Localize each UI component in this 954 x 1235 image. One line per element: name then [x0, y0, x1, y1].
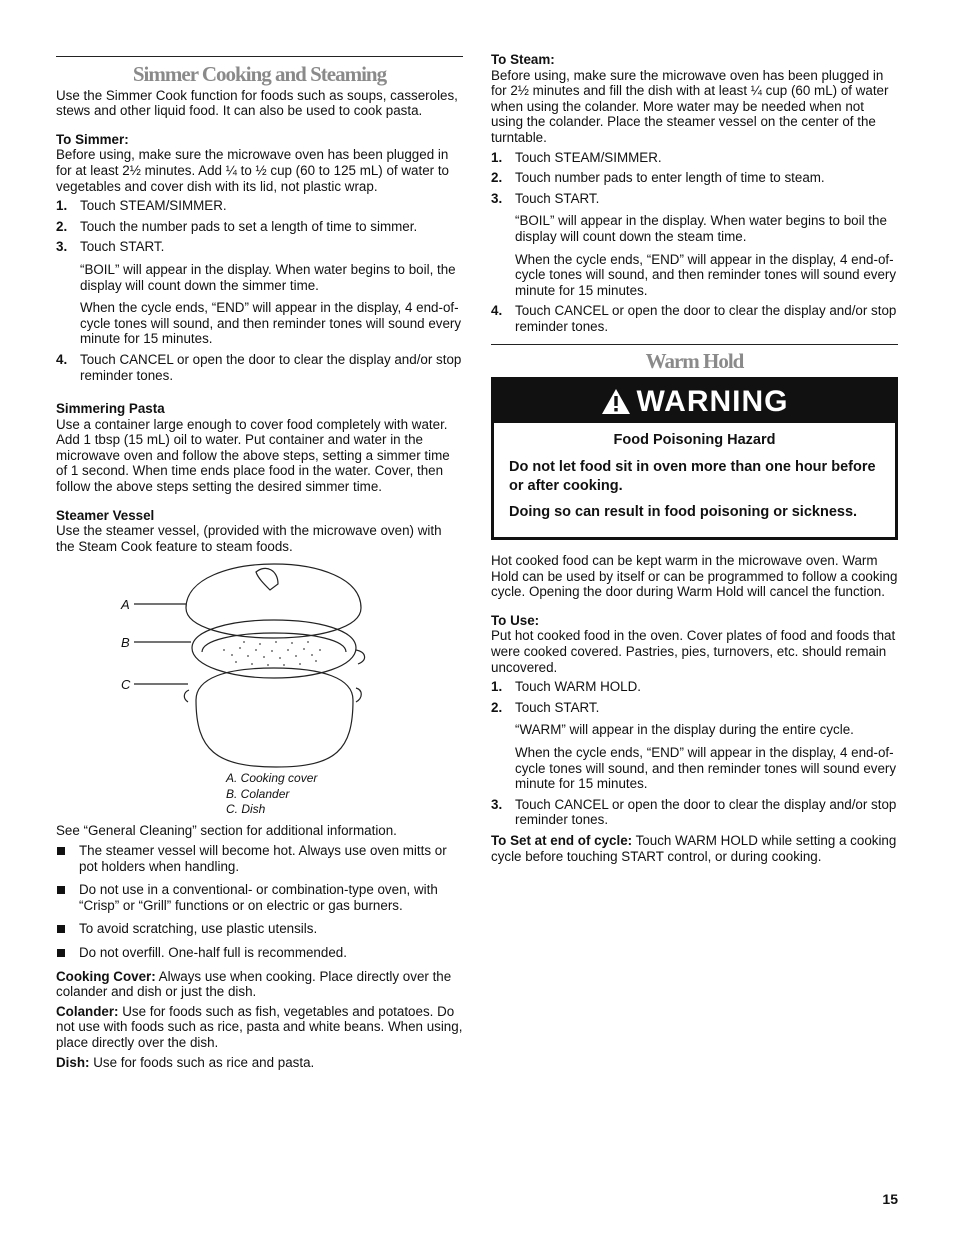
step-text: Touch STEAM/SIMMER.	[80, 198, 227, 214]
warning-title: WARNING	[636, 384, 789, 418]
warm-hold-text: Hot cooked food can be kept warm in the microwave oven. Warm Hold can be used by itself or can be programmed to follow a cooking cycle. Opening the door during Warm Hold will cancel the function.	[491, 553, 898, 600]
step-item	[491, 679, 898, 695]
warm-hold-steps	[491, 679, 898, 828]
section-divider	[491, 344, 898, 345]
dish-label: Dish:	[56, 1054, 90, 1070]
step-text: Touch START.	[515, 190, 600, 206]
to-simmer-heading: To Simmer:	[56, 131, 129, 147]
left-column	[56, 56, 463, 1070]
to-steam-text: Before using, make sure the microwave oven has been plugged in for 2½ minutes and fill the dish with at least ¼ cup (60 mL) of water when using the colander. More water may be needed when not using the colander. Place the steamer vessel on the center of the turntable.	[491, 67, 889, 145]
dish-note	[56, 1055, 463, 1071]
end-cycle-label: To Set at end of cycle:	[491, 833, 633, 848]
bullet-square-icon	[57, 949, 65, 957]
step-item	[491, 303, 898, 334]
step-item	[491, 150, 898, 166]
legend-colander: B. Colander	[226, 786, 290, 801]
steamer-text: Use the steamer vessel, (provided with the microwave oven) with the Steam Cook feature to steam foods.	[56, 523, 442, 554]
end-cycle-text: Touch WARM HOLD while setting a cooking cycle before touching START control, or during cooking.	[491, 833, 897, 864]
section-divider	[56, 56, 463, 57]
step-detail: When the cycle ends, “END” will appear in the display, 4 end-of-cycle tones will sound, and then reminder tones will sound every minute for 15 minutes.	[80, 300, 462, 347]
step-number: 1.	[491, 679, 503, 695]
step-text: Touch CANCEL or open the door to clear the display and/or stop reminder tones.	[80, 351, 462, 383]
step-number: 1.	[491, 149, 503, 165]
step-number: 3.	[491, 190, 503, 206]
step-number: 4.	[491, 303, 503, 319]
step-number: 3.	[491, 796, 503, 812]
step-text: Touch CANCEL or open the door to clear the display and/or stop reminder tones.	[515, 303, 897, 334]
steamer-vessel-figure	[56, 560, 463, 818]
step-number: 2.	[56, 218, 68, 234]
step-text: Touch START.	[80, 239, 165, 255]
pasta-heading: Simmering Pasta	[56, 401, 165, 417]
section-title-simmer: Simmer Cooking and Steaming	[132, 62, 387, 86]
warning-body	[494, 423, 895, 537]
step-detail: “WARM” will appear in the display during the entire cycle.	[515, 722, 854, 738]
simmer-steps	[56, 198, 463, 383]
bullet-item	[56, 921, 463, 937]
steam-steps	[491, 150, 898, 335]
bullet-square-icon	[57, 847, 65, 855]
step-text: Touch STEAM/SIMMER.	[515, 149, 662, 165]
legend-dish: C. Dish	[226, 802, 266, 817]
step-detail: “BOIL” will appear in the display. When water begins to boil the display will count down the steam time.	[515, 213, 887, 244]
pasta-text: Use a container large enough to cover food completely with water. Add 1 tbsp (15 mL) oil to water. Put container and water in the microwave oven and follow the above steps, setting a simmer time of 1 second. When time ends place food in the water. Cover, then follow the above steps setting the desired simmer time.	[56, 416, 450, 495]
legend-cooking-cover: A. Cooking cover	[226, 771, 318, 786]
cooking-cover-text: Always use when cooking. Place directly over the colander and dish or just the dish.	[56, 968, 452, 1000]
to-simmer-text: Before using, make sure the microwave oven has been plugged in for at least 2½ minutes. Add ¼ to ½ cup (60 to 125 mL) of water to vegetables and cover dish with its lid, not plastic wrap.	[56, 147, 450, 194]
page-number: 15	[882, 1191, 898, 1207]
step-item	[56, 198, 463, 214]
step-number: 2.	[491, 699, 503, 715]
step-text: Touch number pads to enter length of time to steam.	[515, 170, 825, 186]
hazard-name: Food Poisoning Hazard	[613, 432, 776, 449]
step-number: 4.	[56, 351, 68, 367]
step-item	[56, 352, 463, 383]
colander-label: Colander:	[56, 1003, 119, 1019]
step-detail: “BOIL” will appear in the display. When water begins to boil, the display will count down the simmer time.	[80, 261, 456, 293]
step-text: Touch the number pads to set a length of time to simmer.	[80, 218, 418, 234]
step-item	[56, 219, 463, 235]
to-steam-heading: To Steam:	[491, 52, 555, 67]
cooking-cover-label: Cooking Cover:	[56, 968, 156, 984]
simmer-intro: Use the Simmer Cook function for foods such as soups, casseroles, stews and other liquid food. It can also be used to cook pasta.	[56, 87, 458, 119]
figure-label-a: A	[121, 597, 130, 613]
step-detail: When the cycle ends, “END” will appear in the display, 4 end-of-cycle tones will sound, and then reminder tones will sound every minute for 15 minutes.	[515, 745, 897, 792]
step-text: Touch CANCEL or open the door to clear the display and/or stop reminder tones.	[515, 796, 897, 828]
section-title-warm-hold: Warm Hold	[645, 348, 744, 373]
step-detail: When the cycle ends, “END” will appear in the display, 4 end-of-cycle tones will sound, and then reminder tones will sound every minute for 15 minutes.	[515, 251, 897, 298]
warning-triangle-icon	[601, 388, 631, 415]
bullet-text: Do not use in a conventional- or combination-type oven, with “Crisp” or “Grill” functions or on electric or gas burners.	[79, 882, 438, 913]
dish-text: Use for foods such as rice and pasta.	[89, 1054, 315, 1070]
steamer-heading: Steamer Vessel	[56, 507, 155, 523]
step-item	[56, 239, 463, 347]
step-item	[491, 170, 898, 186]
bullet-item	[56, 945, 463, 961]
bullet-text: To avoid scratching, use plastic utensils.	[79, 921, 318, 937]
bullet-item	[56, 882, 463, 913]
colander-note	[56, 1004, 463, 1051]
step-item	[491, 797, 898, 828]
step-number: 1.	[56, 198, 68, 214]
warning-line-1: Do not let food sit in oven more than one hour before or after cooking.	[509, 459, 876, 495]
to-use-text: Put hot cooked food in the oven. Cover plates of food and foods that were cooked covered. Pastries, pies, turnovers, etc. should remain uncovered.	[491, 628, 896, 675]
warning-line-2: Doing so can result in food poisoning or sickness.	[509, 504, 858, 521]
figure-legend	[226, 771, 317, 818]
bullet-item	[56, 843, 463, 874]
steamer-bullets	[56, 843, 463, 961]
end-cycle-note	[491, 833, 898, 864]
figure-label-c: C	[121, 677, 131, 693]
bullet-square-icon	[57, 925, 65, 933]
step-item	[491, 191, 898, 299]
step-item	[491, 700, 898, 792]
right-column	[491, 52, 898, 864]
warning-header	[494, 380, 895, 423]
steamer-vessel-illustration	[56, 560, 463, 770]
bullet-text: Do not overfill. One-half full is recommended.	[79, 945, 347, 960]
to-use-heading: To Use:	[491, 612, 540, 628]
bullet-text: The steamer vessel will become hot. Always use oven mitts or pot holders when handling.	[79, 843, 447, 874]
see-cleaning-text: See “General Cleaning” section for additional information.	[56, 823, 397, 839]
step-number: 2.	[491, 170, 503, 186]
cooking-cover-note	[56, 969, 463, 1000]
warning-box	[491, 377, 898, 540]
step-text: Touch WARM HOLD.	[515, 679, 641, 695]
step-number: 3.	[56, 239, 68, 255]
bullet-square-icon	[57, 886, 65, 894]
colander-text: Use for foods such as fish, vegetables and potatoes. Do not use with foods such as rice, pasta and white beans. When using, place directly over the dish.	[56, 1003, 463, 1050]
figure-label-b: B	[121, 635, 130, 651]
step-text: Touch START.	[515, 699, 600, 715]
